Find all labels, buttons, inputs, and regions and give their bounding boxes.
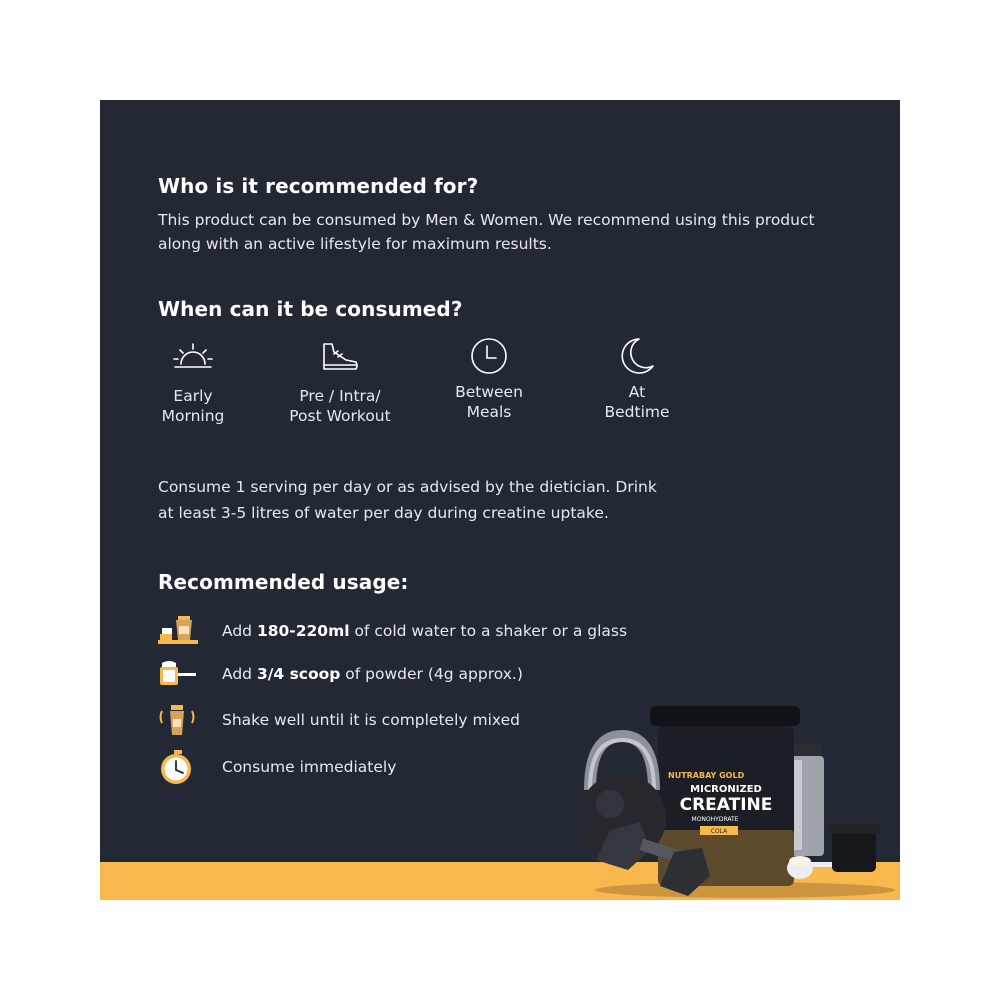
step-text: of cold water to a shaker or a glass xyxy=(349,622,628,640)
jar-flavor: COLA xyxy=(710,828,728,835)
step-bold-text: 3/4 scoop xyxy=(256,665,341,683)
step-bold-text: 180-220ml xyxy=(256,622,350,640)
who-heading: Who is it recommended for? xyxy=(158,174,479,198)
when-item-workout xyxy=(265,340,415,426)
step-text: of powder (4g approx.) xyxy=(340,665,523,683)
note-line-1: Consume 1 serving per day or as advised by the dietician. Drink xyxy=(158,478,657,496)
jar-name-line-1: MICRONIZED xyxy=(690,784,762,795)
who-description xyxy=(158,208,815,256)
usage-step-1 xyxy=(158,614,718,650)
when-label-line: Morning xyxy=(161,407,225,425)
usage-step-text xyxy=(222,665,523,683)
when-heading: When can it be consumed? xyxy=(158,297,463,321)
when-label-line: Between xyxy=(455,383,523,401)
step-text: Shake well until it is completely mixed xyxy=(222,711,520,729)
who-line-1: This product can be consumed by Men & Women. We recommend using this product xyxy=(158,211,815,229)
jar-name-line-3: MONOHYDRATE xyxy=(691,816,739,823)
when-item-early-morning xyxy=(118,340,268,426)
jar-name-line-2: CREATINE xyxy=(679,795,773,815)
who-line-2: along with an active lifestyle for maximum results. xyxy=(158,235,552,253)
usage-heading: Recommended usage: xyxy=(158,570,409,594)
step-text: Consume immediately xyxy=(222,758,397,776)
product-illustration xyxy=(570,700,900,900)
usage-step-text xyxy=(222,711,520,729)
when-label-line: Pre / Intra/ xyxy=(299,387,381,405)
when-label-line: Early xyxy=(173,387,213,405)
when-label-line: At xyxy=(628,383,646,401)
when-item-bedtime xyxy=(562,340,712,422)
step-text: Add xyxy=(222,622,257,640)
timer-icon xyxy=(158,750,198,786)
water-glass-icon xyxy=(158,614,198,650)
when-label-line: Bedtime xyxy=(604,403,670,421)
shaker-bottle xyxy=(790,744,824,856)
product-info-card xyxy=(100,100,900,900)
usage-step-2 xyxy=(158,657,718,693)
step-text: Add xyxy=(222,665,257,683)
scoop-icon xyxy=(158,657,198,693)
sneaker-icon xyxy=(318,340,362,374)
note-line-2: at least 3-5 litres of water per day during creatine uptake. xyxy=(158,504,609,522)
jar-brand: NUTRABAY GOLD xyxy=(668,771,745,780)
usage-step-text xyxy=(222,622,627,640)
moon-icon xyxy=(615,336,659,376)
usage-step-text xyxy=(222,758,396,776)
consumption-note xyxy=(158,474,657,526)
shaker-cap xyxy=(828,824,880,872)
clock-icon xyxy=(467,336,511,376)
sunrise-icon xyxy=(171,340,215,374)
when-item-between-meals xyxy=(414,340,564,422)
when-label-line: Post Workout xyxy=(289,407,391,425)
when-label-line: Meals xyxy=(466,403,512,421)
shaker-icon xyxy=(158,703,198,739)
